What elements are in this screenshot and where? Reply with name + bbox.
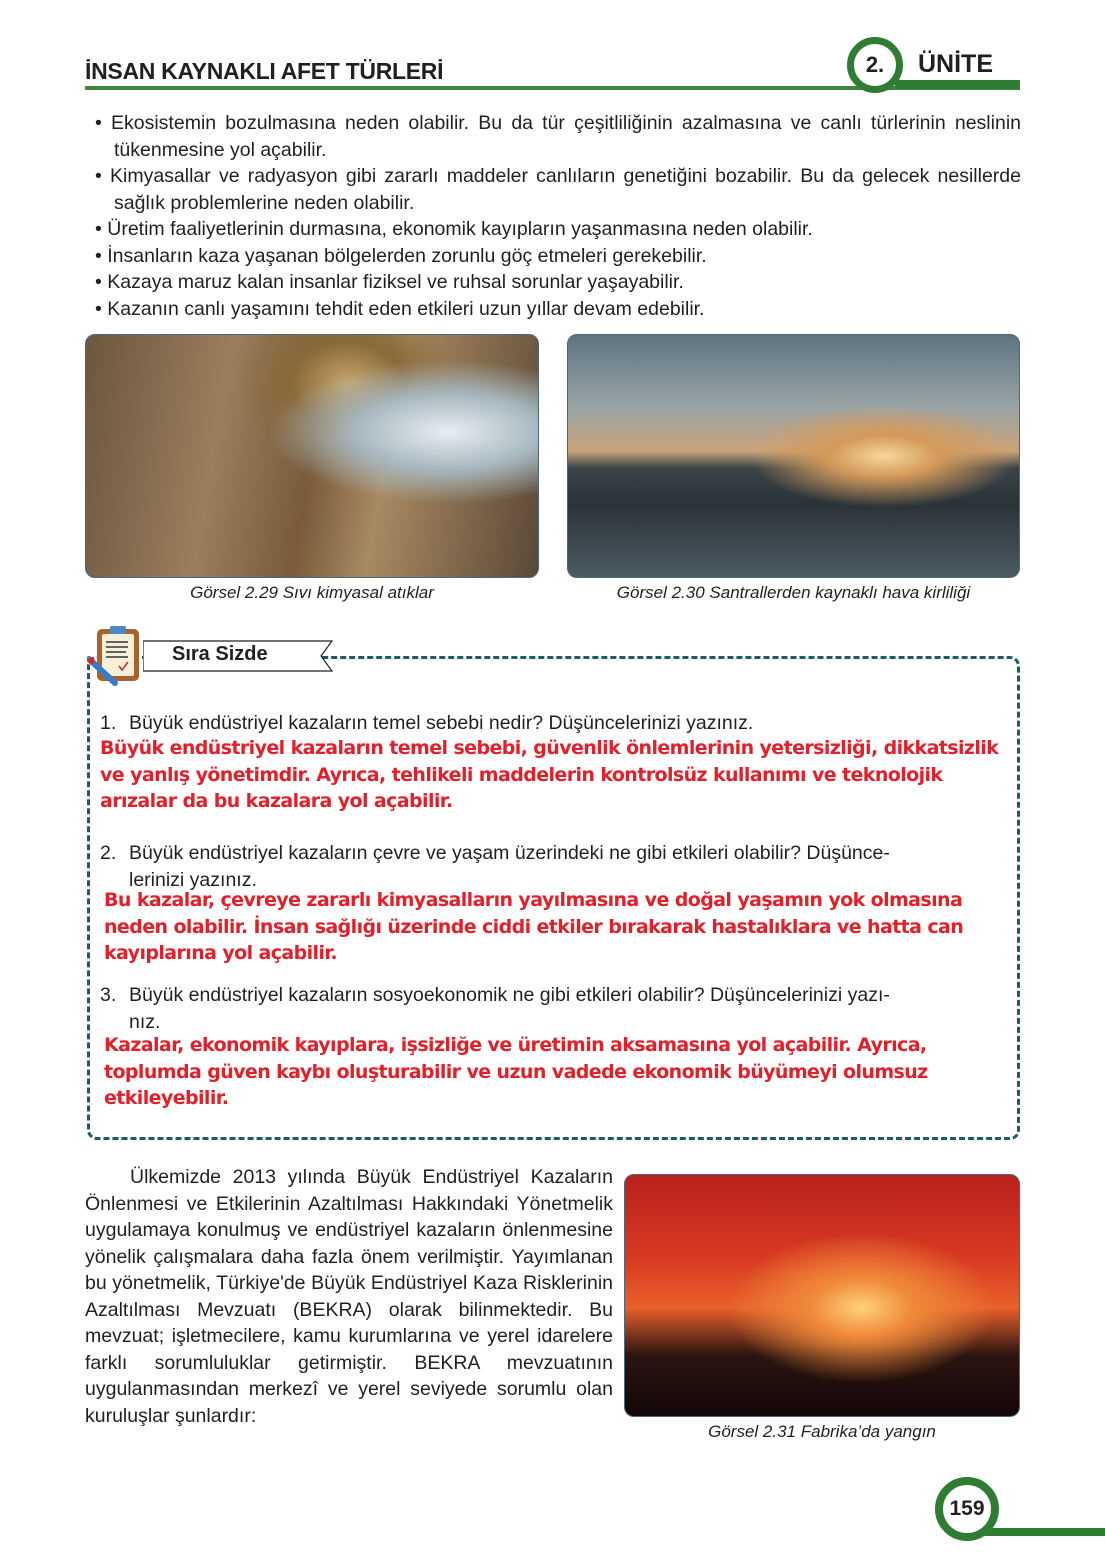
list-item: • Üretim faaliyetlerinin durmasına, ekonomik kayıpların yaşanmasına neden olabilir. (95, 216, 1021, 243)
list-item: • Kazanın canlı yaşamını tehdit eden etkileri uzun yıllar devam edebilir. (95, 296, 1021, 323)
list-item: • İnsanların kaza yaşanan bölgelerden zorunlu göç etmeleri gerekebilir. (95, 243, 1021, 270)
answer-1: Büyük endüstriyel kazaların temel sebebi, güvenlik önlemlerinin yetersizliği, dikkatsizlik ve yanlış yönetimdir. Ayrıca, tehlikeli maddelerin kontrolsüz kullanımı ve teknolojik arızalar da bu kazalara yol açabilir. (100, 737, 999, 812)
question-number: 1. (100, 712, 117, 734)
question-text-cont: nız. (129, 1010, 161, 1033)
clipboard-icon (87, 624, 147, 686)
answer-3: Kazalar, ekonomik kayıplara, işsizliğe ve üretimin aksamasına yol açabilir. Ayrıca, toplumda güven kaybı oluşturabilir ve uzun vadede ekonomik büyümeyi olumsuz etkileyebilir. (104, 1034, 928, 1109)
figure-caption: Görsel 2.30 Santrallerden kaynaklı hava kirliliği (616, 583, 971, 602)
question-number: 3. (100, 984, 117, 1006)
unit-badge-tail (895, 80, 1020, 89)
page-title: İNSAN KAYNAKLI AFET TÜRLERİ (85, 58, 444, 84)
list-item: • Kimyasallar ve radyasyon gibi zararlı maddeler canlıların genetiğini bozabilir. Bu da gelecek nesillerde sağlık problemlerine neden olabilir. (95, 163, 1021, 216)
question-text: Büyük endüstriyel kazaların sosyoekonomik ne gibi etkileri olabilir? Düşüncelerinizi yazı- (129, 984, 890, 1006)
question-3 (100, 982, 995, 1035)
figure-caption: Görsel 2.29 Sıvı kimyasal atıklar (190, 583, 434, 602)
figure-caption: Görsel 2.31 Fabrika’da yangın (708, 1422, 936, 1441)
unit-number-badge: 2. (847, 37, 903, 93)
page-number: 159 (935, 1477, 999, 1541)
unit-label: ÜNİTE (918, 50, 993, 78)
question-text-cont: lerinizi yazınız. (129, 868, 257, 891)
list-item: • Kazaya maruz kalan insanlar fiziksel ve ruhsal sorunlar yaşayabilir. (95, 269, 1021, 296)
question-number: 2. (100, 842, 117, 864)
question-1 (100, 710, 995, 737)
power-plant-pollution-photo (567, 334, 1020, 578)
bekra-paragraph: Ülkemizde 2013 yılında Büyük Endüstriyel Kazaların Önlenmesi ve Etkilerinin Azaltılması Hakkındaki Yönetmelik uygulamaya konulmuş ve endüstriyel kazaların önlenmesine yönelik çalışmalara daha fazla önem verilmiştir. Yayımlanan bu yönetmelik, Türkiye'de Büyük Endüstriyel Kaza Risklerinin Azaltılması Mevzuatı (BEKRA) olarak bilinmektedir. Bu mevzuat; işletmecilere, kamu kurumlarına ve yerel idarelere farklı sorumluluklar getirmiştir. BEKRA mevzuatının uygulanmasından merkezî ve yerel seviyede sorumlu olan kuruluşlar şunlardır: (85, 1166, 613, 1427)
effects-list (95, 110, 1021, 322)
list-item: • Ekosistemin bozulmasına neden olabilir. Bu da tür çeşitliliğinin azalmasına ve canlı türlerinin neslinin tükenmesine yol açabilir. (95, 110, 1021, 163)
answer-2: Bu kazalar, çevreye zararlı kimyasalların yayılmasına ve doğal yaşamın yok olmasına neden olabilir. İnsan sağlığı üzerinde ciddi etkiler bırakarak hastalıklara ve hatta can kayıplarına yol açabilir. (104, 889, 964, 964)
question-2 (100, 840, 995, 893)
chemical-waste-photo (85, 334, 539, 578)
factory-fire-photo (624, 1174, 1020, 1417)
question-text: Büyük endüstriyel kazaların çevre ve yaşam üzerindeki ne gibi etkileri olabilir? Düşünce- (129, 842, 890, 864)
question-text: Büyük endüstriyel kazaların temel sebebi nedir? Düşüncelerinizi yazınız. (129, 712, 754, 734)
page-number-tail (985, 1528, 1105, 1536)
activity-title: Sıra Sizde (172, 643, 268, 665)
